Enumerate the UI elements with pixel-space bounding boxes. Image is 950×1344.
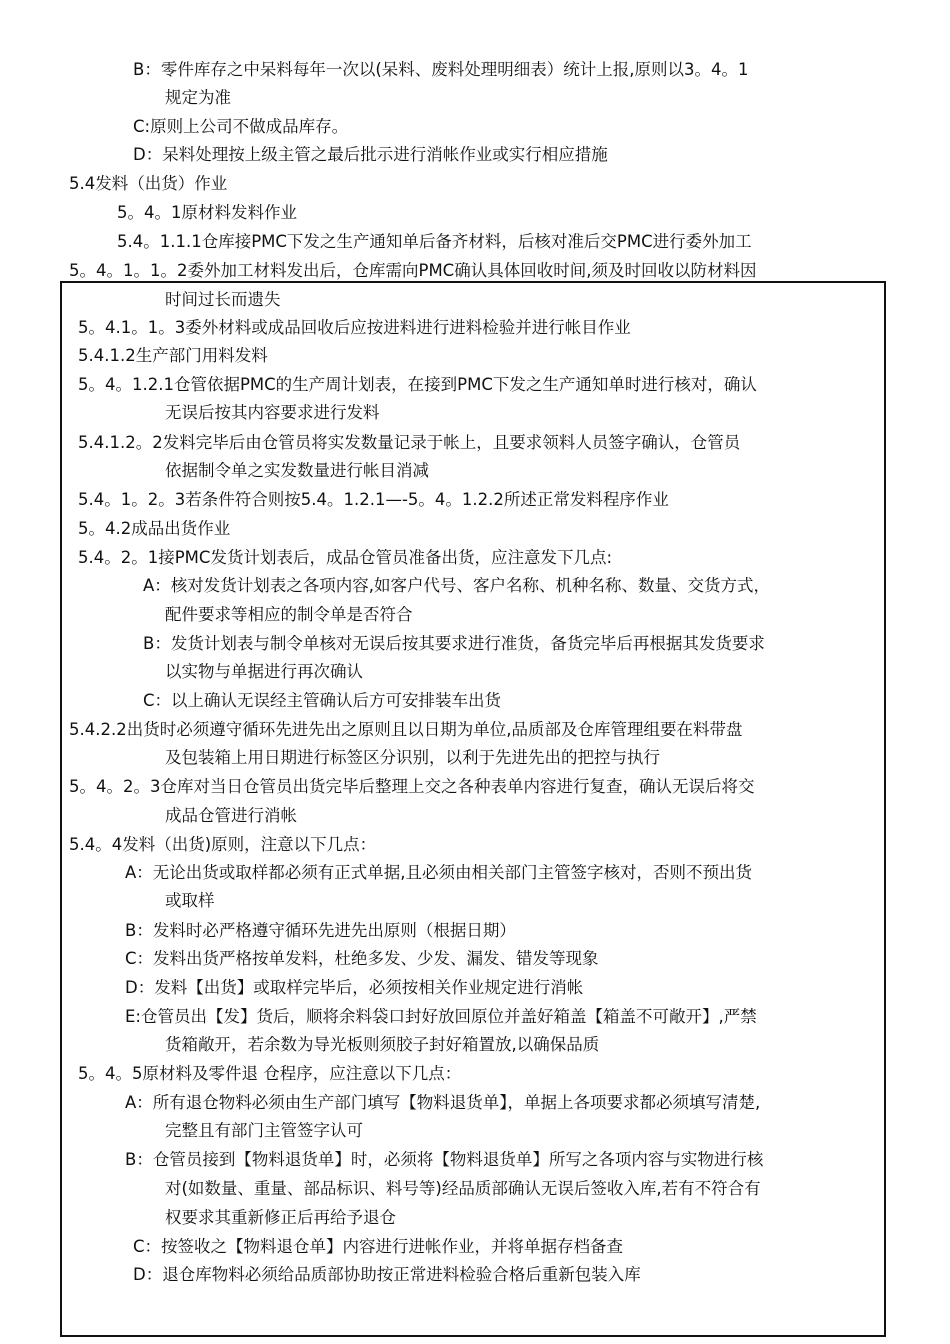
subsection-heading: 5.4。4发料（出货)原则，注意以下几点：: [69, 835, 377, 854]
text-line: 5.4.2.2出货时必须遵守循环先进先出之原则且以日期为单位,品质部及仓库管理组要在料带盘: [69, 720, 743, 739]
text-line: 无误后按其内容要求进行发料: [165, 403, 380, 422]
subsection-heading: 5。4。1原材料发料作业: [117, 203, 297, 222]
text-line: 完整且有部门主管签字认可: [165, 1121, 363, 1140]
text-line: 5。4。2。3仓库对当日仓管员出货完毕后整理上交之各种表单内容进行复查，确认无误后将交: [69, 777, 755, 796]
text-line: 时间过长而遗失: [165, 290, 281, 309]
text-line: 5.4。2。1接PMC发货计划表后，成品仓管员准备出货，应注意发下几点:: [78, 548, 613, 567]
text-line: 5。4。1。1。2委外加工材料发出后，仓库需向PMC确认具体回收时间,须及时回收以防材料因: [69, 261, 757, 280]
text-line: A：核对发货计划表之各项内容,如客户代号、客户名称、机种名称、数量、交货方式，: [143, 576, 771, 595]
text-line: 5.4。1。2。3若条件符合则按5.4。1.2.1—-5。4。1.2.2所述正常发料程序作业: [78, 490, 669, 509]
text-line: D：发料【出货】或取样完毕后，必须按相关作业规定进行消帐: [125, 978, 584, 997]
section-heading: 5.4发料（出货）作业: [69, 174, 228, 193]
subsection-heading: 5.4.1.2生产部门用料发料: [78, 346, 268, 365]
text-line: 成品仓管进行消帐: [165, 806, 297, 825]
text-line: B：仓管员接到【物料退货单】时，必须将【物料退货单】所写之各项内容与实物进行核: [125, 1150, 764, 1169]
text-line: E:仓管员出【发】货后，顺将余料袋口封好放回原位并盖好箱盖【箱盖不可敞开】,严禁: [125, 1007, 757, 1026]
text-line: 依据制令单之实发数量进行帐目消减: [165, 461, 429, 480]
text-line: 以实物与单据进行再次确认: [165, 662, 363, 681]
text-line: D：退仓库物料必须给品质部协助按正常进料检验合格后重新包装入库: [133, 1265, 641, 1284]
text-line: 及包装箱上用日期进行标签区分识别，以利于先进先出的把控与执行: [165, 748, 660, 767]
text-line: A：无论出货或取样都必须有正式单据,且必须由相关部门主管签字核对，否则不预出货: [125, 863, 753, 882]
text-line: C：以上确认无误经主管确认后方可安排装车出货: [143, 691, 502, 710]
text-line: 配件要求等相应的制令单是否符合: [165, 605, 413, 624]
text-line: C：按签收之【物料退仓单】内容进行进帐作业，并将单据存档备查: [133, 1237, 624, 1256]
text-line: C：发料出货严格按单发料，杜绝多发、少发、漏发、错发等现象: [125, 949, 599, 968]
text-line: 货箱敞开，若余数为导光板则须胶子封好箱置放,以确保品质: [165, 1035, 600, 1054]
subsection-heading: 5。4.2成品出货作业: [78, 519, 231, 538]
text-line: B：发货计划表与制令单核对无误后按其要求进行准货，备货完毕后再根据其发货要求: [143, 634, 765, 653]
text-line: 对(如数量、重量、部品标识、料号等)经品质部确认无误后签收入库,若有不符合有: [165, 1179, 761, 1198]
text-line: C:原则上公司不做成品库存。: [133, 117, 349, 136]
text-line: 权要求其重新修正后再给予退仓: [165, 1208, 396, 1227]
text-line: 或取样: [165, 891, 215, 910]
text-line: 5.4。1.1.1仓库接PMC下发之生产通知单后备齐材料，后核对准后交PMC进行委外加工: [117, 232, 752, 251]
text-line: A：所有退仓物料必须由生产部门填写【物料退货单】，单据上各项要求都必须填写清楚,: [125, 1093, 761, 1112]
text-line: B：零件库存之中呆料每年一次以(呆料、废料处理明细表）统计上报,原则以3。4。1: [133, 60, 749, 79]
text-line: 5.4.1.2。2发料完毕后由仓管员将实发数量记录于帐上，且要求领料人员签字确认，仓管员: [78, 433, 741, 452]
subsection-heading: 5。4。5原材料及零件退 仓程序，应注意以下几点：: [78, 1064, 462, 1083]
text-line: D：呆料处理按上级主管之最后批示进行消帐作业或实行相应措施: [133, 145, 608, 164]
text-line: B：发料时必严格遵守循环先进先出原则（根据日期）: [125, 921, 516, 940]
text-line: 5。4.1。1。3委外材料或成品回收后应按进料进行进料检验并进行帐目作业: [78, 318, 631, 337]
text-line: 5。4。1.2.1仓管依据PMC的生产周计划表，在接到PMC下发之生产通知单时进行核对，确认: [78, 375, 757, 394]
text-line: 规定为准: [165, 88, 231, 107]
